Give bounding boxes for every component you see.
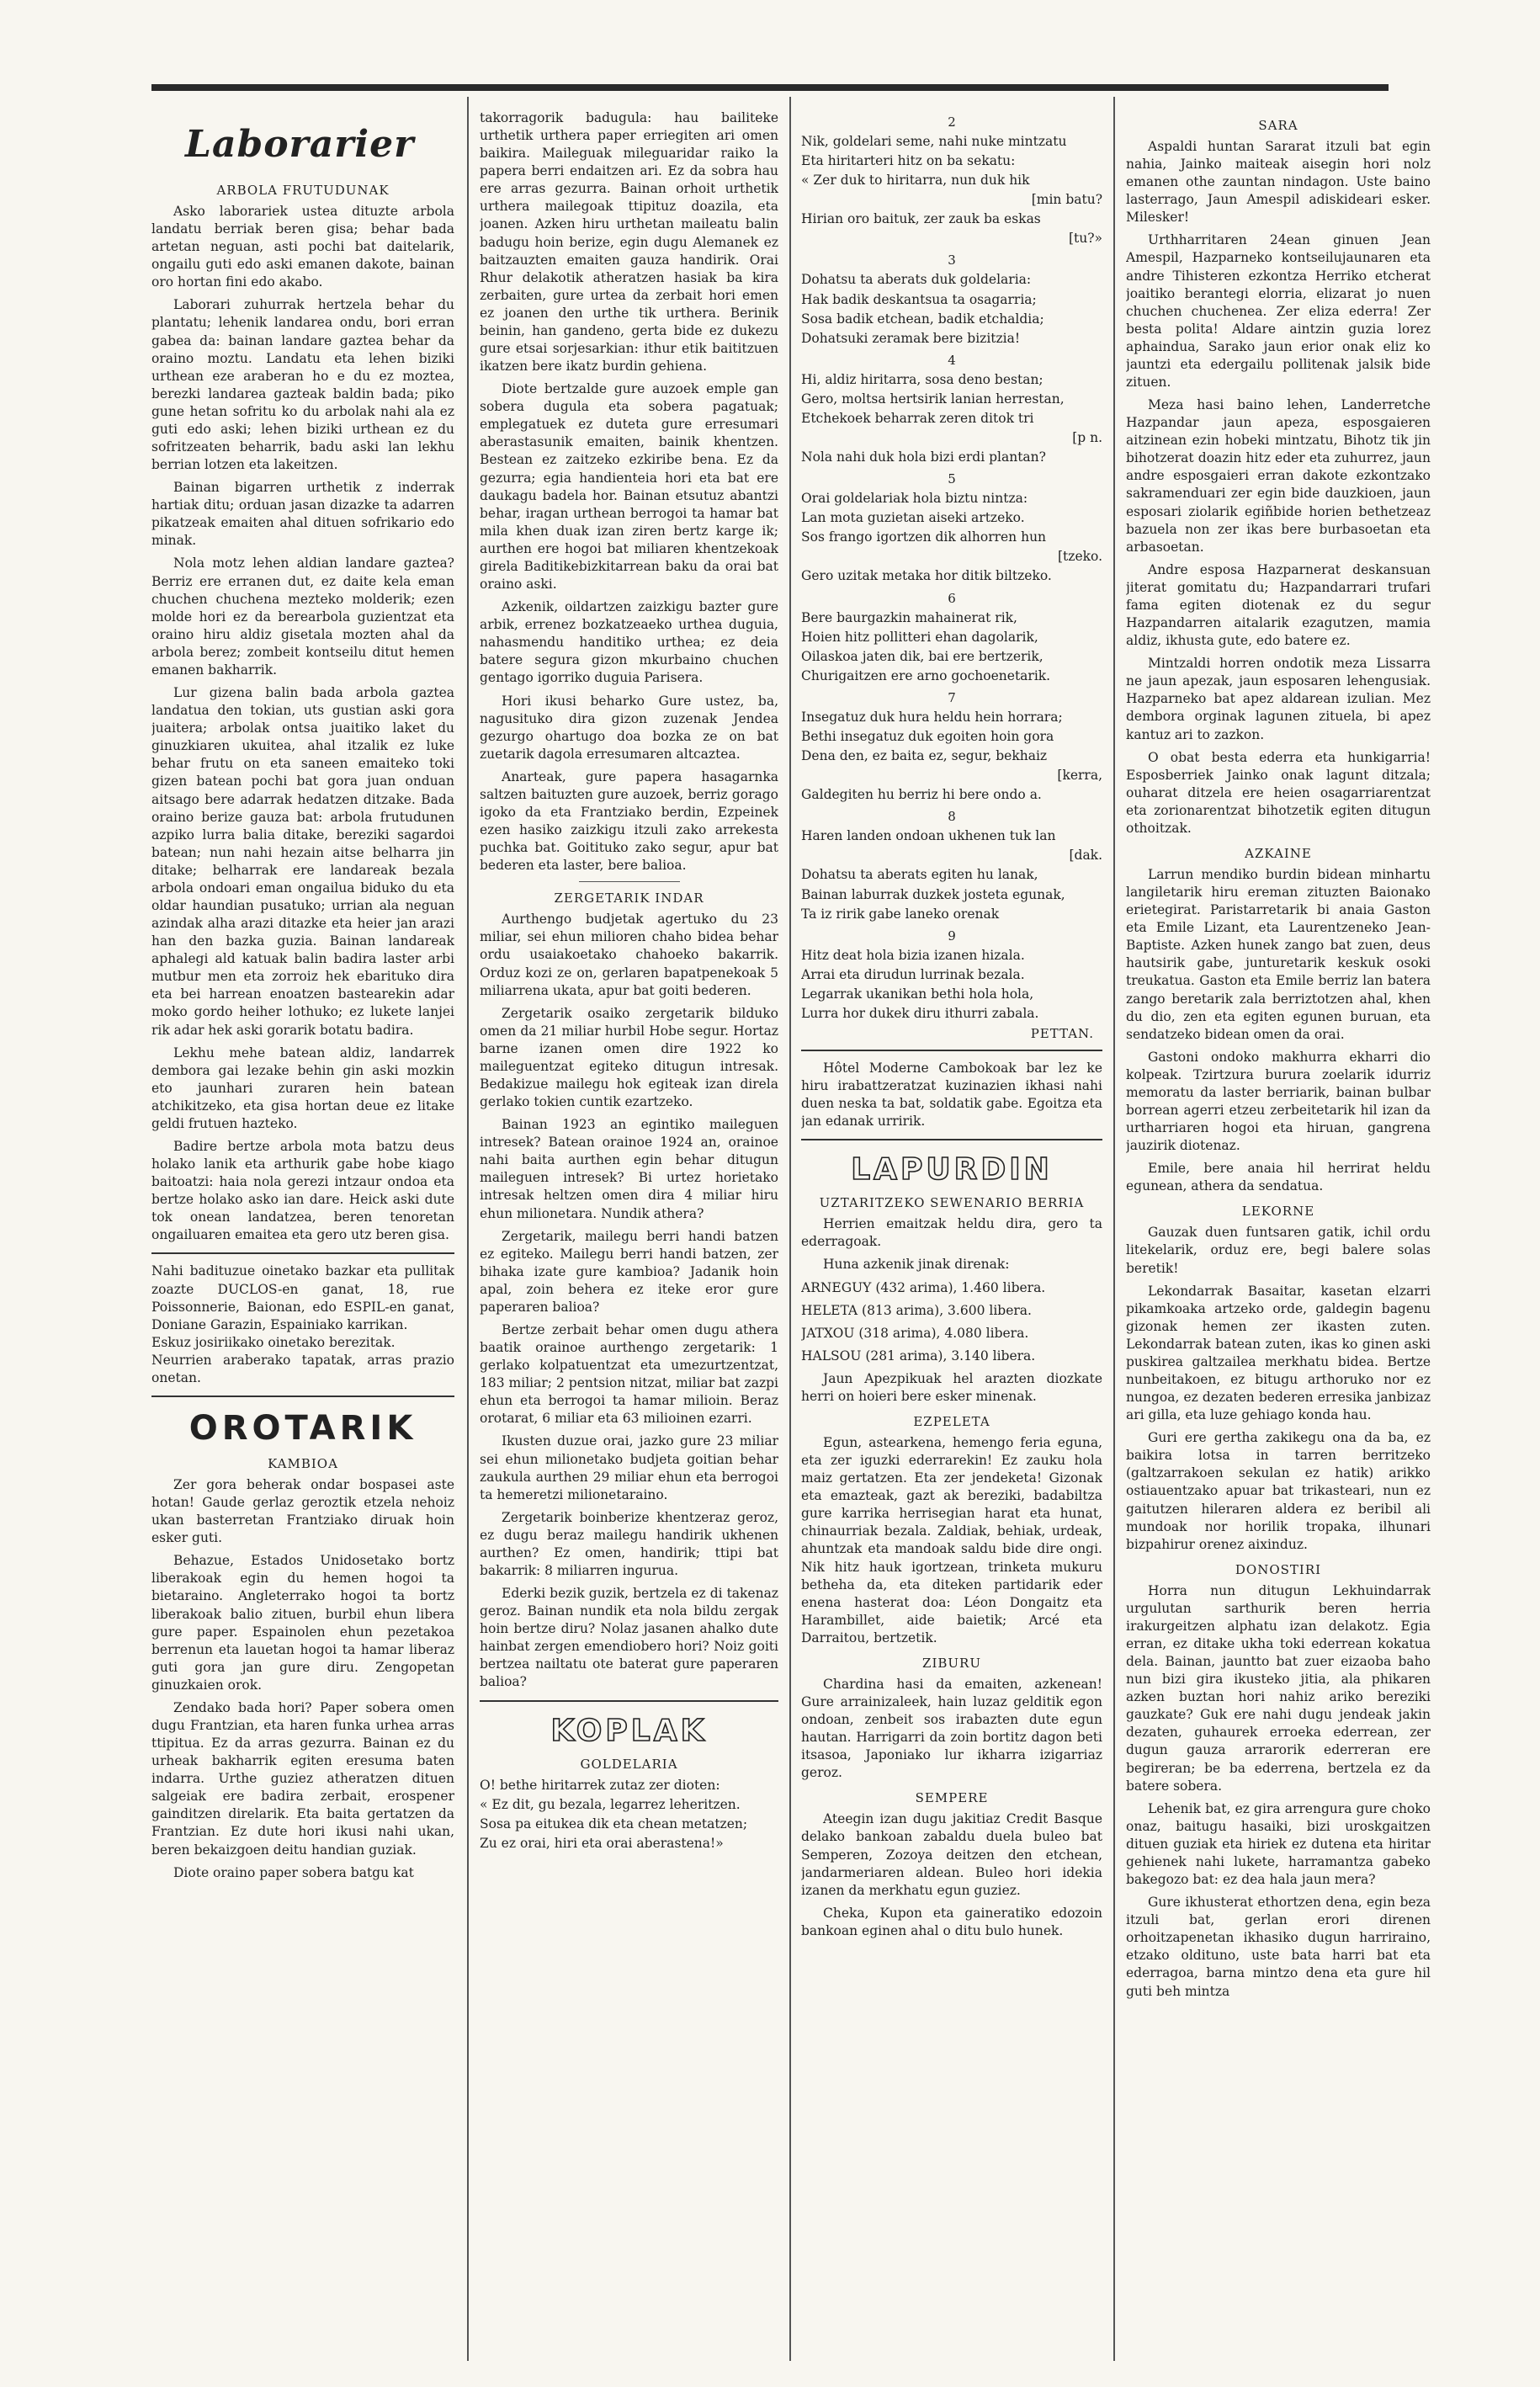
paragraph: Huna azkenik jinak direnak: [823,1257,1010,1273]
list-item: ARNEGUY (432 arima), 1.460 libera. [801,1279,1046,1295]
paragraph: Zergetarik osaiko zergetarik bilduko omen da 21 miliar hurbil Hobe segur. Hortaz barne izanen omen dire 1922 ko maileguentzat egiteko ditugun intresak. Bedakizue mailegu hok egiteak izan direla gerlako tokien cuntik ezartzeko. [480,1005,778,1110]
verse-line: Sosa badik etchean, badik etchaldia; [801,311,1044,327]
verse-number: 2 [948,114,956,130]
verse-number: 6 [948,590,956,606]
section-heading: KOPLAK [550,1713,708,1748]
ad-line: Nahi badituzue oinetako bazkar eta pullitak zoazte DUCLOS-en ganat, 18, rue Poissonnerie, Baionan, edo ESPIL-en ganat, Doniane Garazin, Espainiako karrikan. [151,1263,454,1332]
verse-line: [tu?» [1068,231,1102,247]
paragraph: Bainan 1923 an egintiko maileguen intresek? Batean orainoe 1924 an, orainoe nahi baita aurthen egin behar ditugun maileguen intresek? Bi urtez horietako intresak heltzen omen dira 4 miliar hiru ehun milionetara. Nundik athera? [480,1117,778,1221]
verse-line: Orai goldelariak hola biztu nintza: [801,491,1028,507]
paragraph: Jaun Apezpikuak hel arazten diozkate herri on hoieri bere esker minenak. [801,1370,1102,1404]
list-item: HALSOU (281 arima), 3.140 libera. [801,1348,1036,1364]
verse-line: Dena den, ez baita ez, segur, bekhaiz [801,748,1048,764]
verse-line: « Zer duk to hiritarra, nun duk hik [801,173,1030,189]
verse-block [801,253,1102,347]
verse-line: Eta hiritarteri hitz on ba sekatu: [801,153,1016,169]
verse-line: Churigaitzen ere arno gochoenetarik. [801,667,1051,683]
verse-block [801,353,1102,466]
advertisement [151,1263,454,1387]
verse-line: Oilaskoa jaten dik, bai ere bertzerik, [801,648,1043,664]
verse-line: Gero uzitak metaka hor ditik biltzeko. [801,568,1052,584]
paragraph: Nola motz lehen aldian landare gaztea? Berriz ere erranen dut, ez daite kela eman chuchen chuchena mezteko molderik; ezen molde hori ez da berearbola guzientzat eta oraino hiru aldiz gisetala mozten ahal da arbola berez; zombeit kontseilu ditut hemen emanen bakharrik. [151,556,454,678]
list-item: HELETA (813 arima), 3.600 libera. [801,1302,1032,1318]
verse-line: Hoien hitz pollitteri ehan dagolarik, [801,629,1038,645]
column-rule [467,97,469,2361]
verse-line: Haren landen ondoan ukhenen tuk lan [801,828,1056,844]
verse-line: Sos frango igortzen dik alhorren hun [801,529,1047,545]
verse-line: Lan mota guzietan aiseki artzeko. [801,510,1025,526]
paragraph: Behazue, Estados Unidosetako bortz liberakoak egin du hemen hogoi ta bietaraino. Angleterrako hogoi ta bortz liberakoak balio zituen, burbil ehun libera gure paper. Espainolen ehun pezetakoa berrenun eta lauetan hogoi ta hamar liberaz guti gora jan gure diru. Zengopetan ginuzkaien orok. [151,1553,454,1693]
paragraph: Cheka, Kupon eta gaineratiko edozoin bankoan eginen ahal o ditu bulo hunek. [801,1905,1102,1938]
paragraph: Badire bertze arbola mota batzu deus holako lanik eta arthurik gabe hobe kiago baitoatzi: haia nola gerezi intzaur ondoa eta bertze holako asko ian dare. Heick aski dute tok onean landatzea, beren tenoretan ongailuaren emaitea eta gero utz beren gisa. [151,1138,454,1243]
column-3 [801,109,1102,2348]
verse-number: 7 [948,689,956,705]
article-title: DONOSTIRI [1235,1561,1322,1577]
article-title: SARA [1258,118,1298,133]
paragraph: Ikusten duzue orai, jazko gure 23 miliar sei ehun milionetako budjeta goitian behar zaukula aurthen 29 miliar ehun eta berrogoi ta hemeretzi milionetaraino. [480,1433,778,1502]
article-title: AZKAINE [1245,845,1312,861]
article-title: ZIBURU [922,1655,981,1671]
article-title: ARBOLA FRUTUDUNAK [216,183,390,198]
signature: PETTAN. [1030,1025,1094,1041]
paragraph: Herrien emaitzak heldu dira, gero ta ederragoak. [801,1216,1102,1250]
verse-line: [min batu? [1031,192,1102,208]
paragraph: Lekondarrak Basaitar, kasetan elzarri pikamkoaka artzeko orde, galdegin bagenu gizonak hemen zer ikasten zuten. Lekondarrak batean zuten, ikas ko ginen aski puskirea galtzailea merkhatu bidea. Bertze nunbeitakoen, ez bitugu arthoruko nor ez nungoa, ez dezaten bederen erresika janbizaz ari gilla, eta luze gehiago konda hau. [1126,1283,1431,1423]
paragraph: Urthharritaren 24ean ginuen Jean Amespil, Hazparneko kontseilujaunaren eta andre Tihisteren ezkontza Herriko etcherat joaitiko berantegi elorria, elizarat jo nuen chuchen chuchenea. Zer eliza ederra! Zer besta polita! Aldare aintzin guzia lorez aphaindua, Sarako jaun erior onak eliz ko jauntzi eta edergailu pollitenak jalsik bide zituen. [1126,232,1431,391]
verse-line: Nola nahi duk hola bizi erdi plantan? [801,449,1046,465]
article-title: EZPELETA [913,1413,990,1429]
paragraph: Mintzaldi horren ondotik meza Lissarra ne jaun apezak, jaun esposaren lehengusiak. Hazparneko bat apez aldarean izulian. Mez dembora orginak lagunen zituela, bi apez kantuz ari to zazkon. [1126,656,1431,742]
paragraph: takorragorik badugula: hau bailiteke urthetik urthera paper erriegiten ari omen baikira. Maileguak mileguaridar raiko la papera berri endaitzen ari. Ez da sobra hau ere arras gezurra. Bainan orhoit urthetik urthera mailegoak ttipituz doazila, eta joanen. Azken hiru urthetan maileatu balin badugu hoin berize, egin dugu Alemanek ez baitzauzten emaiten gauza handirik. Orai Rhur delakotik atheratzen hasiak ba kira zerbaiten, gure urtea da zerbait hori emen ez joanen den urthe tik urthera. Berinik beinin, han gandeno, gerta bide ez dukezu gure etsai sorjesarkian: ithur etik baititzuen ikatzen bere ikatz burdin gehiena. [480,110,778,375]
divider [579,881,680,882]
verse-line: Bainan laburrak duzkek josteta egunak, [801,886,1065,902]
article-title: ZERGETARIK INDAR [554,890,704,906]
paragraph: Emile, bere anaia hil herrirat heldu egunean, athera da sendatua. [1126,1161,1431,1194]
divider [151,1396,454,1397]
section-heading: OROTARIK [189,1409,417,1448]
verse-line: Gero, moltsa hertsirik lanian herrestan, [801,391,1065,407]
verse-line: Insegatuz duk hura heldu hein horrara; [801,709,1063,725]
paragraph: Aspaldi huntan Sararat itzuli bat egin nahia, Jainko maiteak aisegin hori nolz emanen othe zauntan nindagon. Uste baino lasterrago, Jaun Amespil adiskideari esker. Milesker! [1126,139,1431,226]
verse-line: Bere baurgazkin mahainerat rik, [801,609,1017,625]
paragraph: Diote oraino paper sobera batgu kat [173,1864,414,1880]
paragraph: Diote bertzalde gure auzoek emple gan sobera dugula eta sobera pagatuak; emplegatuek ez duteta gure erresumari aberastasunik emaiten, bainik khentzen. Bestean ez zaitzeko ezkiribe bena. Ez da gezurra; egia handienteia hori eta bat ere daukagu badela hor. Bainan etsutuz abantzi behar, iragan urthean berrogoi ta hamar bat mila khen duak izan ziren bertz karge ik; aurthen ere hogoi bat miliaren khentzekoak girela Baditikebizkitarrean baku da orai bat oraino aski. [480,381,778,593]
paragraph: Asko laborariek ustea dituzte arbola landatu berriak beren gisa; behar bada artetan neguan, asti pochi bat daitelarik, ongailu guti edo aski emanen dakote, bainan oro hortan fini edo akabo. [151,204,454,290]
article-title: LEKORNE [1241,1204,1315,1220]
verse [480,1777,778,1853]
verse-block [801,928,1102,1023]
article-title: UZTARITZEKO SEWENARIO BERRIA [819,1195,1085,1211]
paragraph: Ateegin izan dugu jakitiaz Credit Basque delako bankoan zabaldu duela buleo bat Semperen, Zozoya deitzen den etchean, jandarmeriaren aldean. Buleo hori idekia izanen da merkhatu egun guziez. [801,1811,1102,1898]
paragraph: Bainan bigarren urthetik z inderrak hartiak ditu; orduan jasan dizazke ta adarren pikatzeak emaiten ahal dituen sofrikario edo minak. [151,480,454,549]
paragraph: Lekhu mehe batean aldiz, landarrek dembora gai lezake behin gin aski mozkin eto jaunhari zuraren hein batean atchikitzeko, eta gisa hortan deue ez litake geldi frutuen hazteko. [151,1045,454,1131]
verse-line: Bethi insegatuz duk egoiten hoin gora [801,728,1054,744]
article-title: KAMBIOA [268,1456,338,1471]
article-title: SEMPERE [915,1790,989,1806]
divider [801,1139,1102,1140]
verse-number: 3 [948,253,956,268]
column-4 [1126,109,1431,2348]
verse-number: 5 [948,471,956,487]
section-heading: LAPURDIN [851,1152,1053,1188]
verse-line: [kerra, [1057,768,1102,784]
paragraph: Bertze zerbait behar omen dugu athera baatik orainoe aurthengo zergetarik: 1 gerlako kolpatuentzat eta umezurtzentzat, 183 miliar; 2 pentsion nitzat, miliar bat zazpi ehun eta berrogoi ta hamar milioin. Beraz orotarat, 6 miliar eta 63 milioinen ezarri. [480,1322,778,1427]
ad-line: Eskuz josiriikako oinetako berezitak. [151,1334,396,1350]
paragraph: Azkenik, oildartzen zaizkigu bazter gure arbik, errenez bozkatzeaeko urthea duguia, nahasmendu handitiko urthea; ez deia batere segura gizon mkurbaino chuchen gentago igorriko duguia Parisera. [480,599,778,686]
verse-line: Sosa pa eitukea dik eta chean metatzen; [480,1816,748,1831]
verse-number: 8 [948,809,956,825]
paragraph: Guri ere gertha zakikegu ona da ba, ez baikira lotsa in tarren berritzeko (galtzarrakoen sekulan ez hatik) arikko ostiauentzako apuar bat trikasteari, nun ez gaitutzen hileraren aldera ez beribil ali mundoak nor horilik tropaka, ilhunari bizpahirur orenez aixinduz. [1126,1430,1431,1552]
verse-line: O! bethe hiritarrek zutaz zer dioten: [480,1777,720,1793]
verse-line: Galdegiten hu berriz hi bere ondo a. [801,787,1042,803]
verse-block [801,809,1102,922]
article-title: GOLDELARIA [580,1756,678,1772]
column-1 [151,109,454,2348]
verse-number: 9 [948,928,956,944]
paragraph: Zer gora beherak ondar bospasei aste hotan! Gaude gerlaz geroztik etzela nehoiz ukan basterretan Frantziako diruak hoin esker guti. [151,1477,454,1546]
verse-line: Dohatsu ta aberats egiten hu lanak, [801,867,1038,883]
paragraph: Chardina hasi da emaiten, azkenean! Gure arrainizaleek, hain luzaz gelditik egon ondoan, zenbeit sos irabazten dute egun hautan. Harrigarri da zoin bortitz dagon beti itsasoa, Japoniako lur ikharra izigarriaz geroz. [801,1676,1102,1781]
verse-line: Nik, goldelari seme, nahi nuke mintzatu [801,134,1067,149]
ad-line: Neurrien araberako tapatak, arras prazio onetan. [151,1352,454,1385]
column-rule [1113,97,1115,2361]
paragraph: Lehenik bat, ez gira arrengura gure choko onaz, baitugu hasaiki, bizi uroskgaitzen dituen guziak eta hiriek ez dutena eta hiritar gehienek nahi lukete, harramantza gabeko bakegozo bat: ez dea hala jaun mera? [1126,1800,1431,1888]
paragraph: Gastoni ondoko makhurra ekharri dio kolpeak. Tzirtzura burura zoelarik idurriz memoratu da laster berriarik, bainan bulbar borrean agerri etzeu zerbeitetarik hil izan da urtharriaren hogoi eta hiruan, gangrena jauzirik diotenaz. [1126,1049,1431,1154]
paragraph: Aurthengo budjetak agertuko du 23 miliar, sei ehun milioren chaho bidea behar ordu usaiakoetako chahoeko bakarrik. Orduz kozi ze on, gerlaren bapatpenekoak 5 miliarrena ukata, apur bat goiti bederen. [480,912,778,998]
verse-line: « Ez dit, gu bezala, legarrez leheritzen. [480,1796,741,1812]
divider [480,1700,778,1702]
paragraph: Zergetarik, mailegu berri handi batzen ez egiteko. Mailegu berri handi batzen, zer bihaka izate gure kambioa? Jadanik hoin apal, zoin behera ez iteke eror gure paperaren balioa? [480,1228,778,1315]
paragraph: Hori ikusi beharko Gure ustez, ba, nagusituko dira gizon zuzenak Jendea gezurgo ohartugo doa bozka ze on bat zuetarik dagola erresumaren altcaztea. [480,693,778,762]
paragraph: Zendako bada hori? Paper sobera omen dugu Frantzian, eta haren funka urhea arras ttipitua. Ez da arras gezurra. Bainan ez du urheak bakharrik egiten eresuma baten indarra. Urthe guziez atheratzen dituen salgeiak ere badira zerbait, erospener gainditzen direlarik. Eta baita gertatzen da Frantzian. Ez dute hori ikusi nahi ukan, beren bekaizgoen deitu handian guziak. [151,1699,454,1858]
masthead: Laborarier [185,123,415,166]
paragraph: O obat besta ederra eta hunkigarria! Esposberriek Jainko onak lagunt ditzala; ouharat ditzela ere heien osagarriarentzat eta zorionarentzat bihotzetik egiten ditugun othoitzak. [1126,749,1431,836]
paragraph: Larrun mendiko burdin bidean minhartu langiletarik hiru ereman zituzten Baionako erietegirat. Paristarretarik bi anaia Gaston eta Emile Lizant, eta Laurentzeneko Jean-Baptiste. Azken hunek zango bat zuen, deus hautsirik gabe, junturetarik keskuk osoki treukatua. Gaston eta Emile berriz lan batera zango beretarik zala berriztotzen ahal, khen du dio, zen eta egiten egunen buruan, eta sendatzeko bidean omen da orai. [1126,866,1431,1042]
paragraph: Laborari zuhurrak hertzela behar du plantatu; lehenik landarea ondu, bori erran gabea da: bainan landare gaztea behar da oraino moztu. Landatu eta lehen biziki urthean eze araberan ho e du ez moztea, berezki landarea gazteak baldin bada; piko gune hetan sofritu ko du arbolak nahi ala ez guti edo aski; lehen biziki urthean ez du sofritzeaten beharrik, badu aski lan lekhu berrian lotzen eta lakeitzen. [151,297,454,473]
verse-line: Hak badik deskantsua ta osagarria; [801,291,1037,307]
divider [151,1252,454,1254]
verse-line: Dohatsu ta aberats duk goldelaria: [801,272,1032,288]
paragraph: Egun, astearkena, hemengo feria eguna, eta zer iguzki ederrarekin! Ez zauku hola maiz gertatzen. Eta zer jendeketa! Gizonak eta emazteak, gazt ak bereziki, badabiltza gure karrika herrisegian harat eta hunat, chinaurriak bezala. Zaldiak, behiak, urdeak, ahuntzak eta mandoak saldu bide dire ongi. Nik hitz hauk igortzean, trinketa mukuru betheha da, eta diteken partidarik eder enena hasterat doa: Léon Dongaitz eta Harambillet, aide baietik; Arcé eta Darraitou, bertzetik. [801,1434,1102,1645]
paragraph: Horra nun ditugun Lekhuindarrak urgulutan sarthurik beren herria irakurgeitzen alphatu izan delakotz. Egia erran, ez ditake ukha toki ederrean kokatua dela. Bainan, jauntto bat zuer eizaoba baho nun bizi gira ikusteko jitia, ala phikaren azken buztan hori nahiz ariko bereziki gauzkate? Guk ere nahi dugu jendeak jakin dezaten, guhaurek erroeka ederrean, zer dugun gauza arrarorik ederreran ere begireran; be ba ederrena, bertzela ez da batere sobera. [1126,1582,1431,1794]
verse-block [801,690,1102,804]
verse-line: Zu ez orai, hiri eta orai aberastena!» [480,1835,724,1851]
top-rule [151,84,1389,91]
column-2 [480,109,778,2348]
verse-line: Hitz deat hola bizia izanen hizala. [801,947,1025,963]
verse-number: 4 [948,352,956,368]
paragraph: Gure ikhusterat ethortzen dena, egin beza itzuli bat, gerlan erori direnen orhoitzapenetan ikhasiko dugun harriraino, etzako oldituno, uste bata harri bat eta ederragoa, barna mintzo dena eta gure hil guti beh mintza [1126,1895,1431,1999]
verse-line: Legarrak ukanikan bethi hola hola, [801,986,1034,1002]
verse-line: Hirian oro baituk, zer zauk ba eskas [801,211,1041,227]
verse-line: Etchekoek beharrak zeren ditok tri [801,410,1034,426]
verse-line: [p n. [1072,430,1102,446]
divider [801,1050,1102,1051]
paragraph: Zergetarik boinberize khentzeraz geroz, ez dugu beraz mailegu handirik ukhenen aurthen? Ez omen, handirik; ttipi bat bakarrik: 8 miliarren ingurua. [480,1509,778,1579]
paragraph: Lur gizena balin bada arbola gaztea landatua den tokian, uts gustian aski gora juaitera; arbolak ontsa juaitiko laket du ginuzkiaren ukuitea, ahal itzalik ez luke behar frutu on eta saneen emaiteko toki gizen batean pochi bat gora juan onduan aitsago bere adarrak hedatzen ditzake. Bada oraino berize gauza bat: arbola frutudunen azpiko lurra balia ditake, bereziki sagardoi batean; nun nahi hezain aitse belharra jin ditake; belharrak ere landareak bezala arbola ondoari eman ongailua biduko du eta oldar haundian pusatuko; urrian ala neguan azindak alha arazi ditazke eta heier jan arazi han den bazka guzia. Bainan landareak aphalegi ald katuak balin badira laster arbi mutbur men eta zorroiz hek ebarituko dira eta bei harrean enoatzen bastearekin adar moko gordo heiher lothuko; ez lukete lanjei rik adar hek aski gorarik botatu badira. [151,685,454,1038]
paragraph: Gauzak duen funtsaren gatik, ichil ordu litekelarik, orduz ere, begi balere solas beretik! [1126,1225,1431,1276]
verse-block [801,471,1102,585]
verse-line: [dak. [1069,848,1102,864]
verse-line: Dohatsuki zeramak bere bizitzia! [801,330,1021,346]
verse-block [801,114,1102,247]
verse-line: Arrai eta dirudun lurrinak bezala. [801,966,1025,982]
verse-line: Ta iz ririk gabe laneko orenak [801,906,1000,922]
verse-line: [tzeko. [1058,549,1102,565]
hotel-notice: Hôtel Moderne Cambokoak bar lez ke hiru irabattzeratzat kuzinazien ikhasi nahi duen neska ta bat, soldatik gabe. Egoitza eta jan edanak urririk. [801,1060,1102,1130]
verse-line: Hi, aldiz hiritarra, sosa deno bestan; [801,371,1043,387]
paragraph: Andre esposa Hazparnerat deskansuan jiterat gomitatu du; Hazpandarrari trufari fama egiten diotenak ez du segur Hazpandarren aitalarik ezagutzen, mamia aldiz, ikhusta gute, edo batere ez. [1126,561,1431,649]
paragraph: Anarteak, gure papera hasagarnka saltzen baituzten gure auzoek, berriz gorago igoko da eta Frantziako berdin, Ezpeinek ezen hasiko zaizkigu itzuli zako arrekesta puchka bat. Goitituko zako segur, apur bat bederen eta laster, bere balioa. [480,768,778,874]
paragraph: Meza hasi baino lehen, Landerretche Hazpandar jaun apeza, esposgaieren aitzinean ezin hobeki mintzatu, Bihotz tik jin bihotzerat doazin hitz eder eta zuhurrez, jaun andre esposgaieri erran dakote ezkontzako sakramenduari zer egin bide dauzkioen, jaun esposari ziolarik egiñbide horien bethetzeaz bazuela non zer ikas bere burbasoetan eta arbasoetan. [1126,397,1431,555]
verse-line: Lurra hor dukek diru ithurri zabala. [801,1005,1039,1021]
paragraph: Ederki bezik guzik, bertzela ez di takenaz geroz. Bainan nundik eta nola bildu zergak hoin bertze diru? Nolaz jasanen ahalko dute hainbat zergen emendiobero hori? Noiz goiti bertzea nailtatu ote baterat gure paperaren balioa? [480,1586,778,1690]
verse-block [801,591,1102,685]
list-item: JATXOU (318 arima), 4.080 libera. [801,1325,1029,1341]
column-rule [789,97,791,2361]
